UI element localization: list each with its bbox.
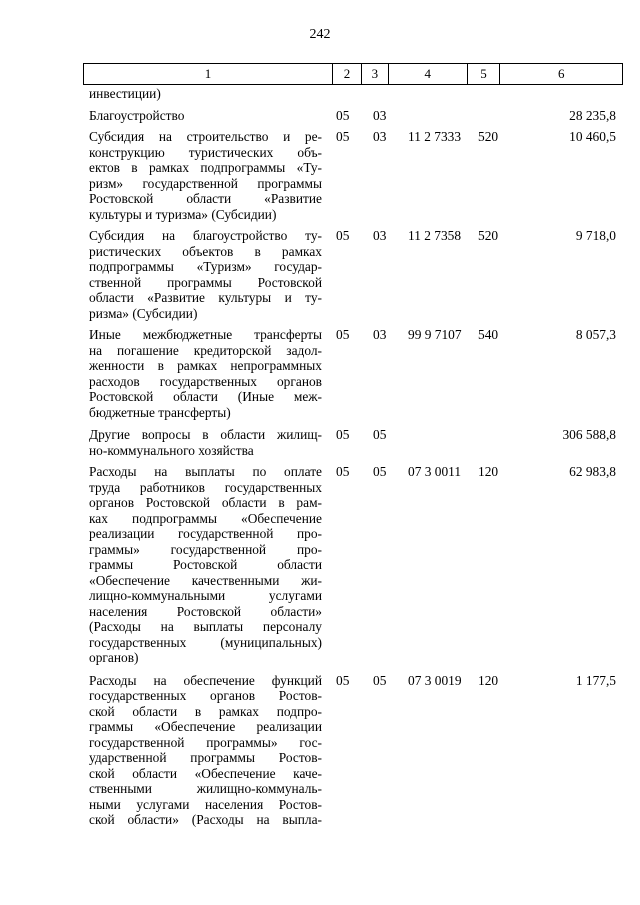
section-code: 05: [336, 327, 350, 342]
description-line: Расходы на выплаты по оплате: [89, 464, 322, 479]
expense-type-code: 520: [478, 129, 499, 144]
amount-value: 306 588,8: [562, 427, 616, 442]
row-description: [89, 464, 322, 666]
expense-type-code: 120: [478, 464, 499, 479]
table-row: [89, 129, 619, 222]
description-line: подпрограммы «Туризм» государ-: [89, 259, 322, 274]
row-description: [89, 427, 322, 458]
header-col-6: 6: [499, 64, 622, 84]
description-line: реализации государственной про-: [89, 526, 322, 541]
description-line: Иные межбюджетные трансферты: [89, 327, 322, 342]
description-line: культуры и туризма» (Субсидии): [89, 206, 277, 222]
description-line: труда работников государственных: [89, 479, 322, 495]
page-number: 242: [309, 27, 331, 42]
table-header: [83, 63, 623, 85]
description-line: Благоустройство: [89, 107, 185, 123]
row-description: [89, 129, 322, 222]
description-line: области «Развитие культуры и ту-: [89, 290, 322, 305]
description-line: Расходы на обеспечение функций: [89, 672, 322, 688]
amount-value: 28 235,8: [569, 107, 616, 123]
table-row: [89, 108, 619, 124]
description-line: Ростовской области «Развитие: [89, 191, 322, 206]
header-col-5: 5: [467, 64, 500, 84]
budget-table-body: [89, 86, 619, 828]
description-line: «Обеспечение качественными жи-: [89, 572, 322, 588]
header-col-1: 1: [204, 66, 212, 81]
description-line: ударственной программы Ростов-: [89, 750, 322, 765]
section-code: 05: [336, 228, 350, 243]
description-line: ственной программы Ростовской: [89, 274, 322, 290]
description-line: ственными жилищно-коммуналь-: [89, 781, 322, 796]
description-line: ными услугами населения Ростов-: [89, 796, 322, 812]
description-line: органов): [89, 650, 139, 665]
description-line: (Расходы на выплаты персоналу: [89, 619, 322, 634]
description-line: государственной программы» гос-: [89, 734, 322, 750]
description-line: Другие вопросы в области жилищ-: [89, 427, 322, 442]
description-line: Субсидия на благоустройство ту-: [89, 228, 322, 243]
expense-type-code: 520: [478, 228, 499, 243]
description-line: бюджетные трансферты): [89, 404, 231, 420]
expense-type-code: 540: [478, 327, 499, 342]
subsection-code: 03: [373, 228, 387, 243]
header-col-4: 4: [388, 64, 467, 84]
description-line: граммы «Обеспечение реализации: [89, 719, 322, 734]
section-code: 05: [336, 427, 350, 442]
target-article-code: 07 3 0019: [408, 672, 462, 688]
description-line: органов Ростовской области в рам-: [89, 495, 322, 510]
section-code: 05: [336, 672, 350, 688]
amount-value: 9 718,0: [575, 228, 616, 243]
description-line: расходов государственных органов: [89, 373, 322, 389]
subsection-code: 03: [373, 327, 387, 342]
description-line: ской области» (Расходы на выпла-: [89, 812, 322, 827]
subsection-code: 03: [373, 107, 387, 123]
description-line: ризм» государственной программы: [89, 175, 322, 191]
section-code: 05: [336, 107, 350, 123]
description-line: конструкцию туристических объ-: [89, 144, 322, 160]
row-description: [89, 228, 322, 321]
description-line: государственных (муниципальных): [89, 634, 322, 650]
amount-value: 8 057,3: [575, 327, 616, 342]
description-line: инвестиции): [89, 86, 161, 101]
description-line: лищно-коммунальными услугами: [89, 588, 322, 603]
subsection-code: 05: [373, 672, 387, 688]
table-row: [89, 427, 619, 458]
amount-value: 1 177,5: [575, 672, 616, 688]
description-line: на погашение кредиторской задол-: [89, 342, 322, 358]
subsection-code: 03: [373, 129, 387, 144]
description-line: ристических объектов в рамках: [89, 243, 322, 259]
description-line: ектов в рамках подпрограммы «Ту-: [89, 160, 322, 175]
subsection-code: 05: [373, 427, 387, 442]
description-line: государственных органов Ростов-: [89, 688, 322, 703]
description-line: Ростовской области (Иные меж-: [89, 389, 322, 404]
row-description: [89, 108, 322, 124]
table-row: [89, 228, 619, 321]
description-line: населения Ростовской области»: [89, 603, 322, 619]
description-line: ках подпрограммы «Обеспечение: [89, 510, 322, 526]
target-article-code: 11 2 7333: [408, 129, 462, 144]
target-article-code: 07 3 0011: [408, 464, 462, 479]
description-line: но-коммунального хозяйства: [89, 442, 254, 458]
table-row: [89, 464, 619, 666]
row-description: [89, 673, 322, 828]
amount-value: 10 460,5: [569, 129, 616, 144]
description-line: женности в рамках непрограммных: [89, 358, 322, 373]
description-line: ризма» (Субсидии): [89, 305, 198, 321]
row-description: [89, 327, 322, 420]
description-line: ской области в рамках подпро-: [89, 703, 322, 719]
target-article-code: 99 9 7107: [408, 327, 462, 342]
description-line: Субсидия на строительство и ре-: [89, 129, 322, 144]
expense-type-code: 120: [478, 672, 499, 688]
table-row: [89, 86, 619, 102]
target-article-code: 11 2 7358: [408, 228, 462, 243]
description-line: граммы» государственной про-: [89, 541, 322, 557]
row-description: [89, 86, 322, 102]
table-row: [89, 327, 619, 420]
section-code: 05: [336, 464, 350, 479]
header-col-2: 2: [332, 64, 361, 84]
header-col-3: 3: [361, 64, 388, 84]
amount-value: 62 983,8: [569, 464, 616, 479]
section-code: 05: [336, 129, 350, 144]
description-line: граммы Ростовской области: [89, 557, 322, 572]
description-line: ской области «Обеспечение каче-: [89, 765, 322, 781]
table-row: [89, 673, 619, 828]
subsection-code: 05: [373, 464, 387, 479]
